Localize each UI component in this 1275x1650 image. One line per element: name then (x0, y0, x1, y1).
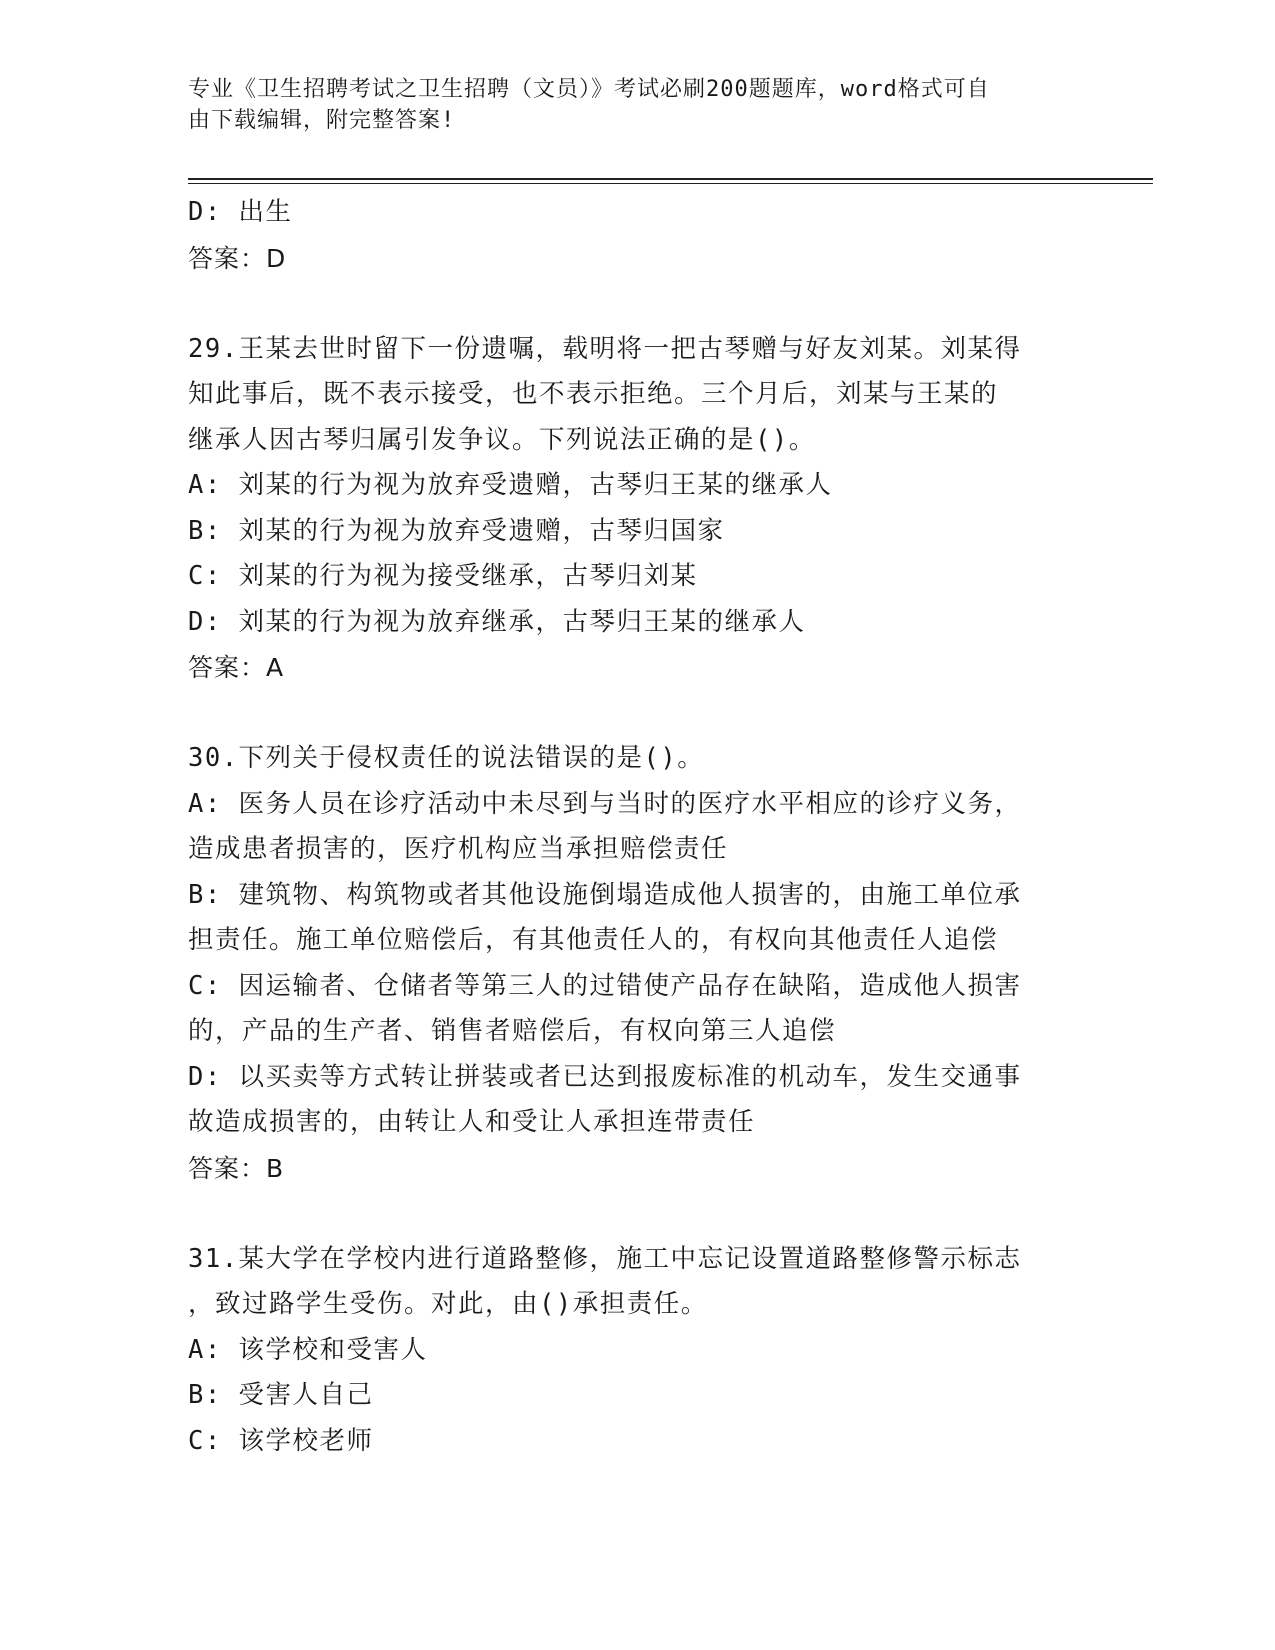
question-list (188, 190, 1068, 1464)
answer: 答案：D (188, 243, 287, 273)
option-a-line: 造成患者损害的，医疗机构应当承担赔偿责任 (188, 834, 729, 864)
question-29 (188, 327, 1068, 691)
option-c: C: 该学校老师 (188, 1425, 374, 1456)
option-c-line: C: 因运输者、仓储者等第三人的过错使产品存在缺陷，造成他人损害 (188, 970, 1022, 1001)
option-c: C: 刘某的行为视为接受继承，古琴归刘某 (188, 561, 698, 591)
answer: 答案：A (188, 653, 285, 682)
header-line-1: 专业《卫生招聘考试之卫生招聘（文员）》考试必刷200题题库，word格式可自 (188, 77, 990, 102)
option-d-line: 故造成损害的，由转让人和受让人承担连带责任 (188, 1107, 756, 1137)
question-stem-line: 31.某大学在学校内进行道路整修，施工中忘记设置道路整修警示标志 (188, 1243, 1022, 1274)
option-b-line: B: 建筑物、构筑物或者其他设施倒塌造成他人损害的，由施工单位承 (188, 879, 1022, 910)
option-a: A: 该学校和受害人 (188, 1334, 428, 1365)
answer: 答案：B (188, 1153, 285, 1183)
header-line-2: 由下载编辑，附完整答案! (188, 108, 456, 133)
page-header (188, 74, 1088, 136)
spacer (188, 1191, 1068, 1237)
option-a-line: A: 医务人员在诊疗活动中未尽到与当时的医疗水平相应的诊疗义务， (188, 788, 1022, 819)
question-stem-line: 29.王某去世时留下一份遗嘱，载明将一把古琴赠与好友刘某。刘某得 (188, 333, 1022, 364)
option-b: B: 刘某的行为视为放弃受遗赠，古琴归国家 (188, 515, 725, 546)
question-30 (188, 736, 1068, 1191)
spacer (188, 691, 1068, 737)
option-d-line: D: 以买卖等方式转让拼装或者已达到报废标准的机动车，发生交通事 (188, 1061, 1022, 1092)
option-a: A: 刘某的行为视为放弃受遗赠，古琴归王某的继承人 (188, 470, 833, 500)
option-c-line: 的，产品的生产者、销售者赔偿后，有权向第三人追偿 (188, 1016, 837, 1046)
header-divider-thin (188, 183, 1153, 184)
question-stem-line: 知此事后，既不表示接受，也不表示拒绝。三个月后，刘某与王某的 (188, 379, 999, 409)
question-stem-line: 30.下列关于侵权责任的说法错误的是()。 (188, 743, 705, 773)
question-31 (188, 1237, 1068, 1465)
question-stem-line: ，致过路学生受伤。对此，由()承担责任。 (188, 1289, 708, 1319)
option-d: D: 出生 (188, 197, 293, 227)
question-stem-line: 继承人因古琴归属引发争议。下列说法正确的是()。 (188, 424, 816, 455)
option-d: D: 刘某的行为视为放弃继承，古琴归王某的继承人 (188, 606, 806, 637)
spacer (188, 281, 1068, 327)
option-b: B: 受害人自己 (188, 1380, 374, 1410)
question-28 (188, 190, 1068, 281)
header-divider-thick (188, 178, 1153, 180)
option-b-line: 担责任。施工单位赔偿后，有其他责任人的，有权向其他责任人追偿 (188, 925, 999, 955)
